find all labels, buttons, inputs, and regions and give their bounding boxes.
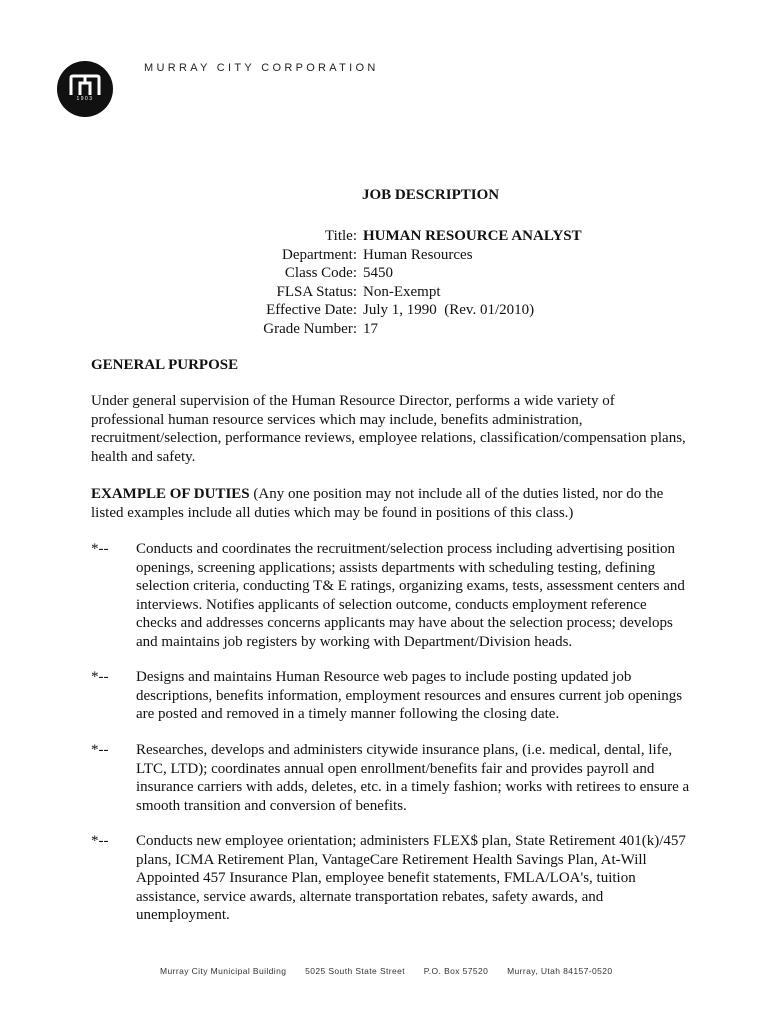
duty-bullet: *-- (91, 742, 109, 758)
duty-text: Researches, develops and administers citywide insurance plans, (i.e. medical, dental, life, LTC, LTD); coordinates annual open enrollment/benefits fair and provides payroll and insurance carriers with adds, deletes, etc. in a timely fashion; works with retirees to ensure a smooth transition and conversion of benefits. (136, 742, 690, 814)
general-purpose-text: Under general supervision of the Human Resource Director, performs a wide variety of professional human resource services which may include, benefits administration, recruitment/selection, performance reviews, employee relations, classification/compensation plans, health and safety. (91, 393, 686, 465)
meta-value-class-code: 5450 (363, 265, 393, 281)
meta-value-effective-date: July 1, 1990 (Rev. 01/2010) (363, 302, 535, 318)
meta-value-flsa-status: Non-Exempt (363, 283, 441, 300)
job-meta (200, 227, 620, 338)
meta-label: Department: (282, 246, 357, 263)
duty-text: Conducts and coordinates the recruitment/selection process including advertising position openings, screening applications; assists departments with scheduling testing, defining selection criteria, conducting T& E ratings, organizing exams, tests, assessment centers and interviews. Notifies applicants of selection outcome, conducts employment reference checks and addresses concerns applicants may have about the selection process; develops and maintains job registers by working with Department/Division heads. (136, 541, 685, 650)
meta-label: Class Code: (284, 265, 357, 281)
meta-row-class-code (200, 264, 620, 283)
duties-intro (91, 485, 691, 522)
general-purpose-heading: GENERAL PURPOSE (91, 357, 239, 373)
logo-year: 1903 (76, 96, 94, 102)
footer-street: 5025 South State Street (305, 966, 406, 976)
footer-city: Murray, Utah 84157-0520 (507, 966, 613, 976)
duty-text: Conducts new employee orientation; administers FLEX$ plan, State Retirement 401(k)/457 plans, ICMA Retirement Plan, VantageCare Retirement Health Savings Plan, At-Will Appointed 457 Insurance Plan, employee benefit statements, FMLA/LOA's, tuition assistance, service awards, alternate transportation rebates, safety awards, and unemployment. (136, 833, 686, 924)
meta-value-title: HUMAN RESOURCE ANALYST (363, 228, 582, 244)
meta-row-title (200, 227, 620, 246)
organization-name: MURRAY CITY CORPORATION (144, 62, 379, 74)
page-footer (160, 966, 629, 976)
meta-row-flsa-status (200, 283, 620, 302)
meta-value-grade-number: 17 (363, 320, 378, 337)
murray-city-logo (57, 61, 113, 117)
meta-label: Grade Number: (263, 320, 357, 337)
document-title: JOB DESCRIPTION (362, 187, 500, 203)
duty-bullet: *-- (91, 669, 109, 685)
meta-row-department (200, 246, 620, 265)
duty-text: Designs and maintains Human Resource web pages to include posting updated job descriptions, benefits information, employment resources and ensures current job openings are posted and removed in a timely manner following the closing date. (136, 669, 683, 723)
duties-heading: EXAMPLE OF DUTIES (91, 486, 250, 502)
meta-label: Effective Date: (266, 302, 357, 318)
footer-po-box: P.O. Box 57520 (423, 966, 489, 976)
footer-building: Murray City Municipal Building (160, 966, 287, 976)
duty-bullet: *-- (91, 833, 109, 849)
meta-label: FLSA Status: (276, 283, 357, 300)
meta-value-department: Human Resources (363, 246, 473, 263)
meta-label: Title: (325, 228, 357, 244)
meta-row-grade-number (200, 320, 620, 339)
duties-intro-text: (Any one position may not include all of the duties listed, nor do the listed examples include all duties which may be found in positions of this class.) (91, 486, 664, 521)
logo-m-mark (57, 61, 113, 117)
meta-row-effective-date (200, 301, 620, 320)
duty-bullet: *-- (91, 541, 109, 557)
